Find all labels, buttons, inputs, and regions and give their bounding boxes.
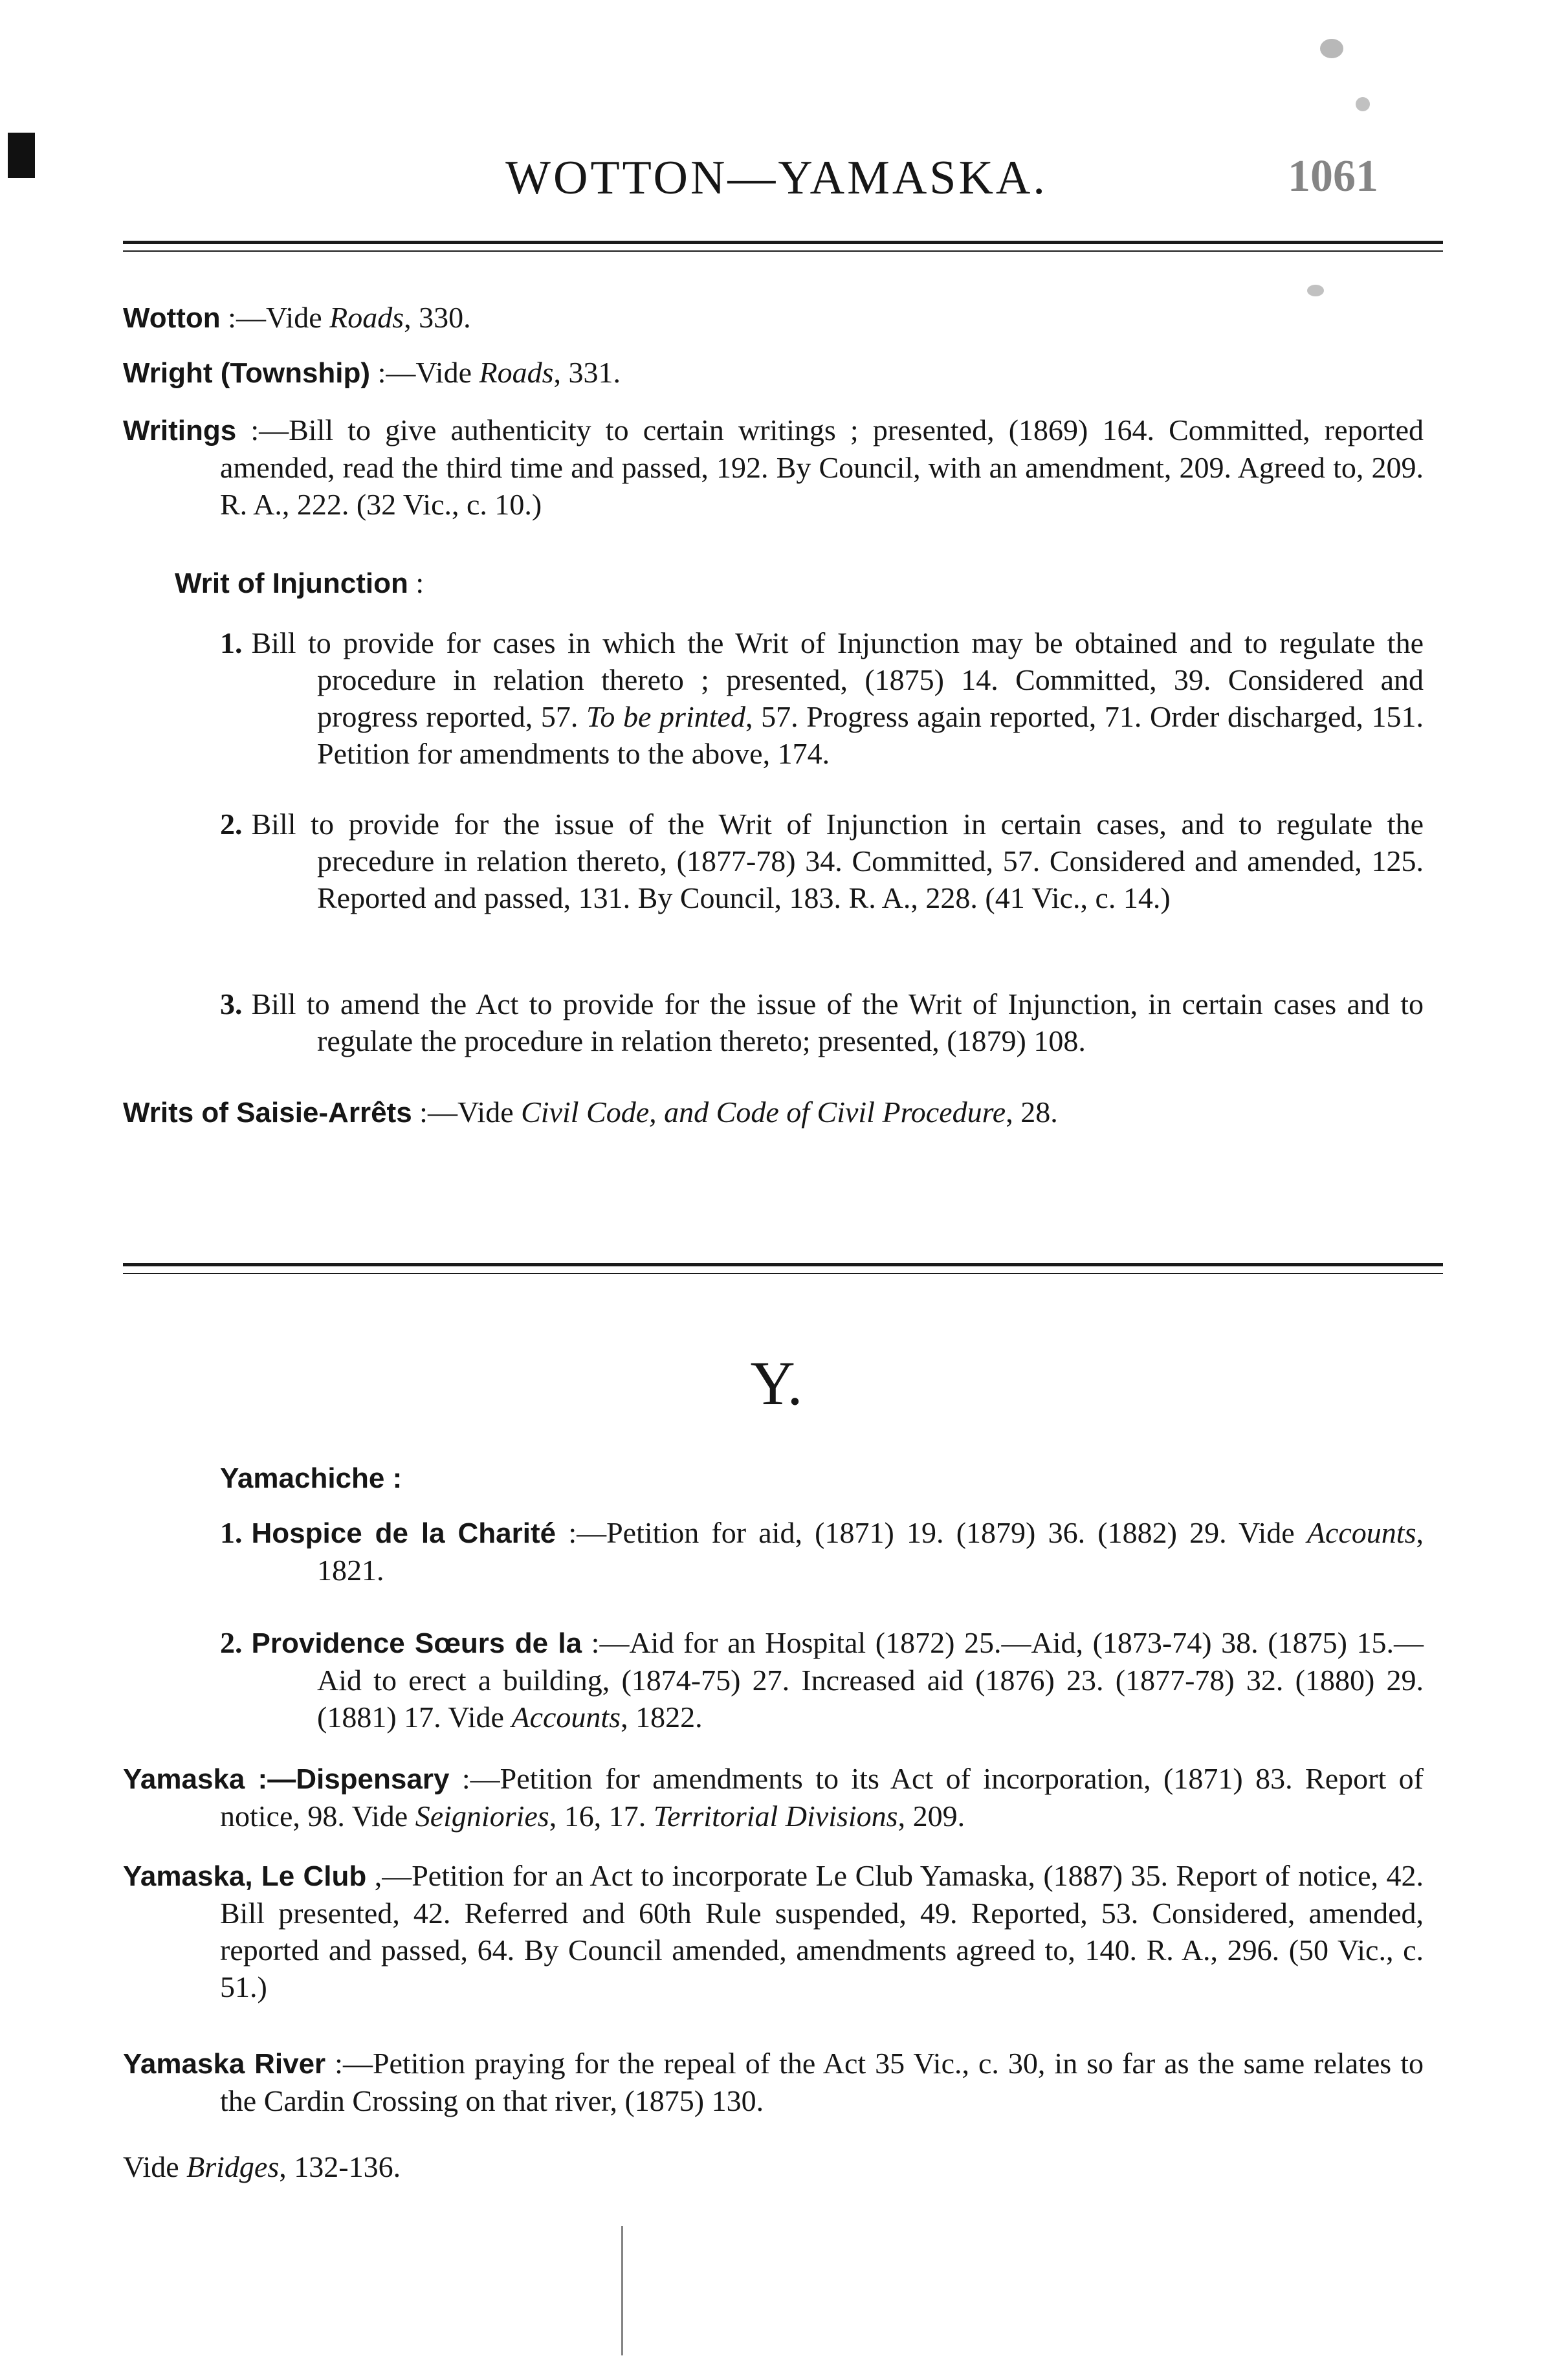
section-rule-bottom: [123, 1273, 1443, 1274]
entry-yamaska-le-club: Yamaska, Le Club ,—Petition for an Act to incorporate Le Club Yamaska, (1887) 35. Report of notice, 42. Bill presented, 42. Referred and 60th Rule suspended, 49. Reported, 53. Considered, amended, reported and passed, 64. By Council amended, amendments agreed to, 140. R. A., 296. (50 Vic., c. 51.): [123, 1859, 1424, 2003]
injunction-item-2: 2. Bill to provide for the issue of the Writ of Injunction in certain cases, and to regulate the precedure in relation thereto, (1877-78) 34. Committed, 57. Considered and amended, 125. Reported and passed, 131. By Council, 183. R. A., 228. (41 Vic., c. 14.): [220, 808, 1424, 914]
injunction-item-1: 1. Bill to provide for cases in which the Writ of Injunction may be obtained and to regulate the procedure in relation thereto ; presented, (1875) 14. Committed, 39. Considered and progress reported, 57. To be printed, 57. Progress again reported, 71. Order discharged, 151. Petition for amendments to the above, 174.: [220, 626, 1424, 770]
entry-writs-saisie-arrets: Writs of Saisie-Arrêts :—Vide Civil Code, and Code of Civil Procedure, 28.: [123, 1096, 1058, 1129]
entry-yamaska-river: Yamaska River :—Petition praying for the repeal of the Act 35 Vic., c. 30, in so far as the same relates to the Cardin Crossing on that river, (1875) 130.: [123, 2047, 1424, 2117]
scan-speck: [1307, 285, 1324, 296]
entry-yamachiche: Yamachiche :: [220, 1462, 402, 1494]
scan-speck: [1356, 97, 1370, 111]
scan-speck: [1320, 39, 1343, 58]
page-title: WOTTON—YAMASKA.: [505, 151, 1048, 204]
entry-vide-bridges: Vide Bridges, 132-136.: [123, 2150, 401, 2183]
yamachiche-item-1: 1. Hospice de la Charité :—Petition for aid, (1871) 19. (1879) 36. (1882) 29. Vide Accounts, 1821.: [220, 1516, 1424, 1587]
header-rule-bottom: [123, 250, 1443, 252]
entry-writings: Writings :—Bill to give authenticity to certain writings ; presented, (1869) 164. Committed, reported amended, read the third time and passed, 192. By Council, with an amendment, 209. Agreed to, 209. R. A., 222. (32 Vic., c. 10.): [123, 413, 1424, 521]
entry-wright: Wright (Township) :—Vide Roads, 331.: [123, 356, 621, 389]
section-letter: Y.: [750, 1349, 803, 1418]
injunction-item-3: 3. Bill to amend the Act to provide for the issue of the Writ of Injunction, in certain cases and to regulate the procedure in relation thereto; presented, (1879) 108.: [220, 987, 1424, 1057]
entry-yamaska-dispensary: Yamaska :—Dispensary :—Petition for amendments to its Act of incorporation, (1871) 83. Report of notice, 98. Vide Seigniories, 16, 17. Territorial Divisions, 209.: [123, 1762, 1424, 1833]
scan-mark: [621, 2226, 623, 2355]
yamachiche-item-2: 2. Providence Sœurs de la :—Aid for an Hospital (1872) 25.—Aid, (1873-74) 38. (1875) 15.—Aid to erect a building, (1874-75) 27. Increased aid (1876) 23. (1877-78) 32. (1880) 29. (1881) 17. Vide Accounts, 1822.: [220, 1626, 1424, 1734]
header-rule-top: [123, 241, 1443, 244]
section-rule-top: [123, 1263, 1443, 1266]
entry-writ-of-injunction: Writ of Injunction :: [175, 566, 424, 599]
entry-wotton: Wotton :—Vide Roads, 330.: [123, 301, 471, 334]
page-number: 1061: [1288, 151, 1378, 201]
